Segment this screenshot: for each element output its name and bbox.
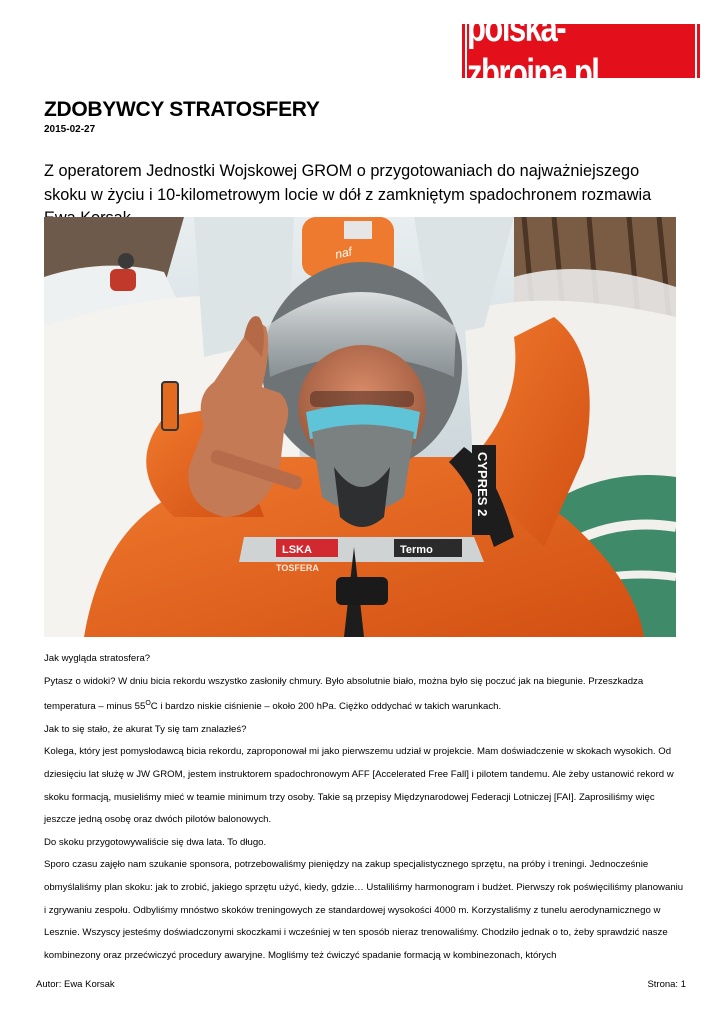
svg-text:TOSFERA: TOSFERA (276, 563, 319, 573)
article-date: 2015-02-27 (44, 124, 96, 135)
svg-text:Termo: Termo (400, 544, 433, 556)
svg-text:naf: naf (333, 244, 354, 262)
footer-author: Autor: Ewa Korsak (36, 979, 115, 990)
answer-paragraph (44, 671, 684, 719)
question: Jak to się stało, że akurat Ty się tam znalazłeś? (44, 723, 247, 735)
question: Jak wygląda stratosfera? (44, 653, 151, 664)
question: Do skoku przygotowywaliście się dwa lata. To długo. (44, 836, 267, 848)
svg-text:LSKA: LSKA (282, 544, 312, 556)
answer-paragraph: Kolega, który jest pomysłodawcą bicia rekordu, zaproponował mi jako pierwszemu udział w projekcie. Mam doświadczenie w skokach wysokich. Od dziesięciu lat służę w JW GROM, jestem instruktorem spadochronowym AFF [Accelerated Free Fall] i pilotem tandemu. Ale żeby ustanowić rekord w skoku formacją, musieliśmy mieć w teamie minimum trzy osoby. Takie są przepisy Międzynarodowej Federacji Lotniczej [FAI]. Zaprosiliśmy więc jeszcze jedną osobę oraz dwóch pilotów balonowych. (44, 746, 674, 826)
site-logo-text: polska-zbrojna.pl (465, 21, 697, 81)
answer-text: C i bardzo niskie ciśnienie – około 200 hPa. Ciężko oddychać w takich warunkach. (150, 701, 502, 713)
degree-superscript: O (145, 700, 151, 708)
article-title: ZDOBYWCY STRATOSFERY (44, 98, 320, 121)
article-body (44, 648, 684, 967)
article-lead: Z operatorem Jednostki Wojskowej GROM o przygotowaniach do najważniejszego skoku w życiu i 10-kilometrowym locie w dół z zamkniętym spadochronem rozmawia (44, 162, 652, 204)
site-logo[interactable] (462, 6, 700, 95)
footer-page-number: Strona: 1 (647, 979, 686, 990)
svg-text:CYPRES 2: CYPRES 2 (475, 452, 490, 517)
answer-text: Pytasz o widoki? W dniu bicia rekordu wszystko zasłoniły chmury. Było absolutnie biało, można było się poczuć jak na biegunie. Przeszkadza temperatura – minus 55 (44, 675, 644, 713)
answer-paragraph: Sporo czasu zajęło nam szukanie sponsora, potrzebowaliśmy pieniędzy na zakup specjalistycznego sprzętu, na próby i treningi. Jednocześnie obmyślaliśmy plan skoku: jak to zrobić, jakiego sprzętu użyć, kiedy, gdzie… Ustaliliśmy harmonogram i budżet. Pierwszy rok poświęciliśmy planowaniu i zgrywaniu zespołu. Odbyliśmy mnóstwo skoków treningowych ze standardowej wysokości 4000 m. Korzystaliśmy z tunelu aerodynamicznego w Lesznie. Wszyscy jesteśmy doświadczonymi skoczkami i wcześniej w ten sposób nieraz trenowaliśmy. Chodziło jednak o to, żeby sprawdzić nasze kombinezony oraz przećwiczyć procedury awaryjne. Mogliśmy też ćwiczyć spadanie formacją w kombinezonach, których (44, 859, 684, 961)
article-photo (44, 217, 676, 637)
